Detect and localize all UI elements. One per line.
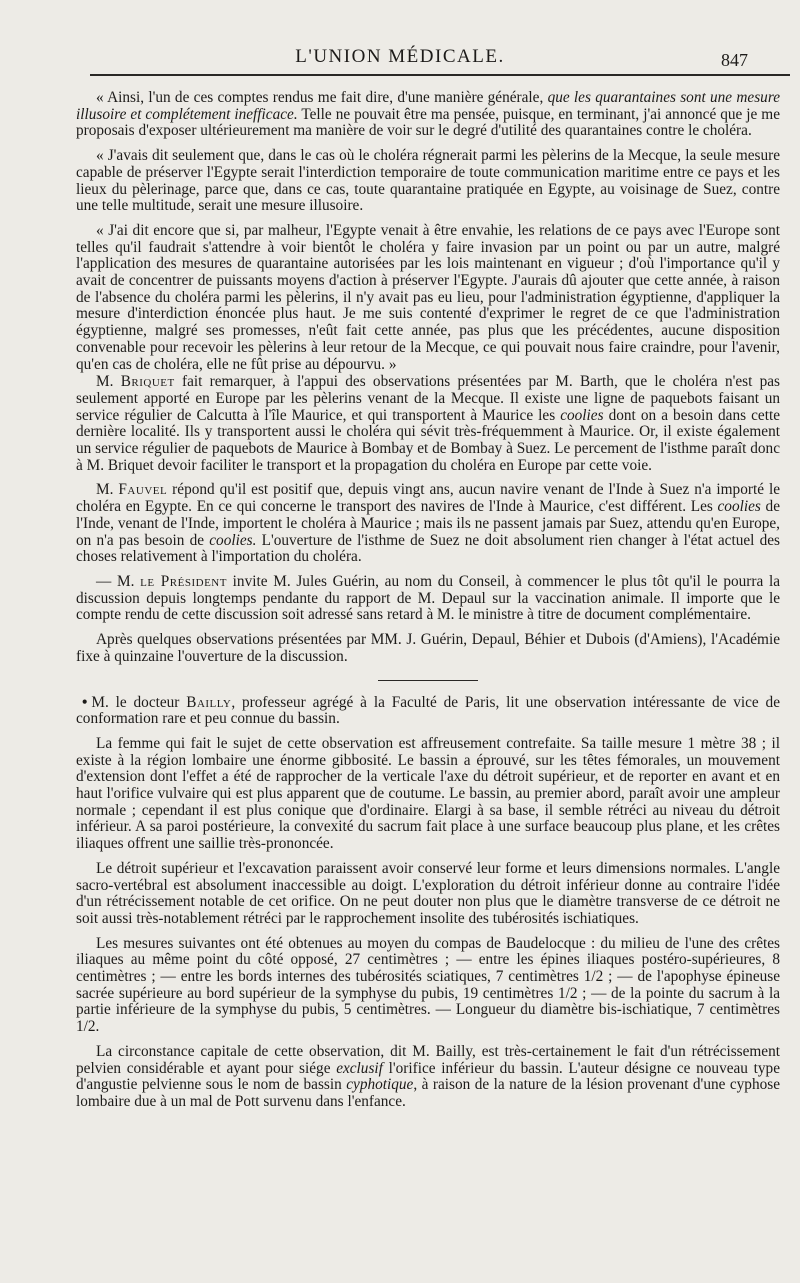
paragraph	[76, 736, 780, 853]
text-run: fait remarquer, à l'appui des observations présentées par M. Barth, que le choléra n'est pas seulement apporté en Europe par les pèlerins venant de la Mecque. Il existe une ligne de paquebots faisant un service régulier de Calcutta à l'île Maurice, et qui transportent à Maurice les	[76, 373, 781, 424]
italic-text: coolies	[560, 406, 604, 424]
body-text	[76, 90, 780, 1119]
text-run: « J'ai dit encore que si, par malheur, l'Egypte venait à être envahie, les relations de ce pays avec l'Europe sont telles qu'il faudrait s'attendre à voir bientôt le choléra y faire invasion par un point ou par un autre, malgré l'application des mesures de quarantaine autorisées par les lois maintenant en vigueur ; d'où l'importance qu'il y avait de concentrer de puissants moyens d'action à préserver l'Egypte. J'aurais dû ajouter que cette année, à raison de l'absence du choléra parmi les pèlerins, il n'y avait pas eu lieu, pour l'administration égyptienne, d'appliquer la mesure d'interdiction énoncée plus haut. Je me suis contenté d'exprimer le regret de ce que l'administration égyptienne, malgré ses promesses, n'eût fait cette année, pas plus que les précédentes, aucune disposition convenable pour recevoir les pèlerins à leur retour de la Mecque, ce qui pouvait nous faire craindre, pour l'avenir, qu'en cas de choléra, elle ne fût prise au dépourvu. »	[76, 221, 780, 373]
text-run: M. le docteur	[91, 693, 187, 711]
section-marker: •	[82, 693, 88, 711]
speaker-name: Fauvel	[118, 481, 168, 499]
text-run: Telle ne pouvait être ma pensée, puisque, en terminant, j'ai annoncé que je me proposais d'exposer ultérieurement ma manière de voir sur le degré d'utilité des quarantaines contre le choléra.	[76, 105, 780, 140]
running-head: L'UNION MÉDICALE.	[295, 46, 505, 67]
text-run: Les mesures suivantes ont été obtenues au moyen du compas de Baudelocque : du milieu de l'une des crêtes iliaques au même point du côté opposé, 27 centimètres ; — entre les épines iliaques postéro-supérieures, 8 centimètres ; — entre les bords internes des tubérosités sciatiques, 7 centimètres 1/2 ; — de l'apophyse épineuse sacrée supérieure au bord supérieur de la symphyse du pubis, 19 centimètres 1/2 ; — de la pointe du sacrum à la partie inférieure de la symphyse du pubis, 5 centimètres. — Longueur du diamètre bis-ischiatique, 7 centimètres 1/2.	[76, 934, 780, 1036]
speaker-name: le Président	[140, 572, 227, 590]
paragraph	[76, 695, 780, 728]
italic-text: que les quarantaines sont une mesure illusoire et complétement inefficace.	[76, 89, 780, 123]
section-divider	[378, 680, 478, 681]
paragraph	[76, 574, 780, 624]
speaker-name: Briquet	[120, 373, 175, 391]
speaker-name: Bailly	[186, 693, 232, 711]
text-run: M.	[96, 373, 121, 391]
text-run: répond qu'il est positif que, depuis vingt ans, aucun navire venant de l'Inde à Suez n'a importé le choléra en Egypte. En ce qui concerne le transport des navires de l'Inde à Maurice, c'est différent. Les	[76, 481, 781, 516]
paragraph	[76, 148, 780, 215]
paragraph	[76, 90, 780, 140]
paragraph	[76, 861, 780, 928]
text-run: , à raison de la nature de la lésion provenant d'une cyphose lombaire due à un mal de Pott survenu dans l'enfance.	[76, 1076, 780, 1110]
text-run: dont on a besoin dans cette dernière localité. Ils y transportent aussi le choléra qui sévit très-fréquemment à Maurice. Or, il existe également un service régulier de paquebots de Maurice à Bombay et de Bombay à Suez. Le percement de l'isthme paraît donc à M. Briquet devoir faciliter le transport et la propagation du choléra en Europe par cette voie.	[76, 406, 780, 474]
paragraph	[76, 482, 780, 566]
text-run: « J'avais dit seulement que, dans le cas où le choléra régnerait parmi les pèlerins de la Mecque, la seule mesure capable de préserver l'Egypte serait l'interdiction temporaire de toute communication maritime entre ce pays et les lieux du pèlerinage, parce que, dans ce cas, toute quarantaine pratiquée en Egypte, au voisinage de Suez, contre une telle multitude, serait une mesure illusoire.	[76, 147, 780, 215]
text-run: Le détroit supérieur et l'excavation paraissent avoir conservé leur forme et leurs dimensions normales. L'angle sacro-vertébral est absolument inaccessible au doigt. L'exploration du détroit inférieur donne au contraire l'idée d'un rétrécissement notable de cet orifice. On ne peut douter non plus que le diamètre transverse de ce détroit ne soit aussi très-notablement rétréci par le rapprochement insolite des tubérosités ischiatiques.	[76, 859, 780, 927]
text-run: — M.	[96, 572, 141, 590]
text-run: de l'Inde, venant de l'Inde, importent le choléra à Maurice ; mais ils ne passent jamais par Suez, attendu qu'en Europe, on n'a pas besoin de	[76, 498, 780, 549]
paragraph	[76, 632, 780, 665]
italic-text: coolies	[717, 498, 761, 516]
text-run: L'ouverture de l'isthme de Suez ne doit absolument rien changer à l'état actuel des choses relativement à l'importation du choléra.	[76, 531, 780, 566]
paragraph	[76, 374, 780, 474]
paragraph	[76, 1044, 780, 1111]
page-number: 847	[721, 50, 748, 70]
italic-text: coolies.	[209, 531, 257, 549]
italic-text: exclusif	[336, 1059, 383, 1077]
paragraph	[76, 936, 780, 1036]
header-rule	[90, 74, 790, 76]
text-run: La circonstance capitale de cette observation, dit M. Bailly, est très-certainement le fait d'un rétrécissement pelvien considérable et ayant pour siége	[76, 1042, 780, 1077]
text-run: , professeur agrégé à la Faculté de Paris, lit une observation intéressante de vice de conformation rare et peu connue du bassin.	[76, 693, 780, 728]
page-header	[0, 46, 800, 76]
italic-text: cyphotique	[346, 1076, 414, 1094]
paragraph	[76, 223, 780, 373]
text-run: l'orifice inférieur du bassin. L'auteur désigne ce nouveau type d'angustie pelvienne sous le nom de bassin	[76, 1059, 780, 1094]
text-run: M.	[96, 481, 119, 499]
text-run: « Ainsi, l'un de ces comptes rendus me fait dire, d'une manière générale,	[96, 89, 548, 106]
text-run: invite M. Jules Guérin, au nom du Conseil, à commencer le plus tôt qu'il le pourra la discussion depuis longtemps pendante du rapport de M. Depaul sur la vaccination animale. Il importe que le compte rendu de cette discussion soit adressé sans retard à M. le ministre à titre de document complémentaire.	[76, 572, 781, 624]
text-run: La femme qui fait le sujet de cette observation est affreusement contrefaite. Sa taille mesure 1 mètre 38 ; il existe à la région lombaire une énorme gibbosité. Le bassin a éprouvé, sur les têtes fémorales, un mouvement d'extension dont l'effet a été de rapprocher de la verticale l'axe du détroit supérieur, et de reporter en avant et en haut l'orifice vulvaire qui est plus apparent que de coutume. Le bassin, au premier abord, paraît avoir une ampleur normale ; cependant il est plus conique que d'ordinaire. Elargi à sa base, il semble rétréci au niveau du détroit inférieur. A sa paroi postérieure, la convexité du sacrum fait place à une surface beaucoup plus plane, et les crêtes iliaques offrent une saillie très-prononcée.	[76, 734, 780, 853]
text-run: Après quelques observations présentées par MM. J. Guérin, Depaul, Béhier et Dubois (d'Amiens), l'Académie fixe à quinzaine l'ouverture de la discussion.	[76, 631, 780, 665]
